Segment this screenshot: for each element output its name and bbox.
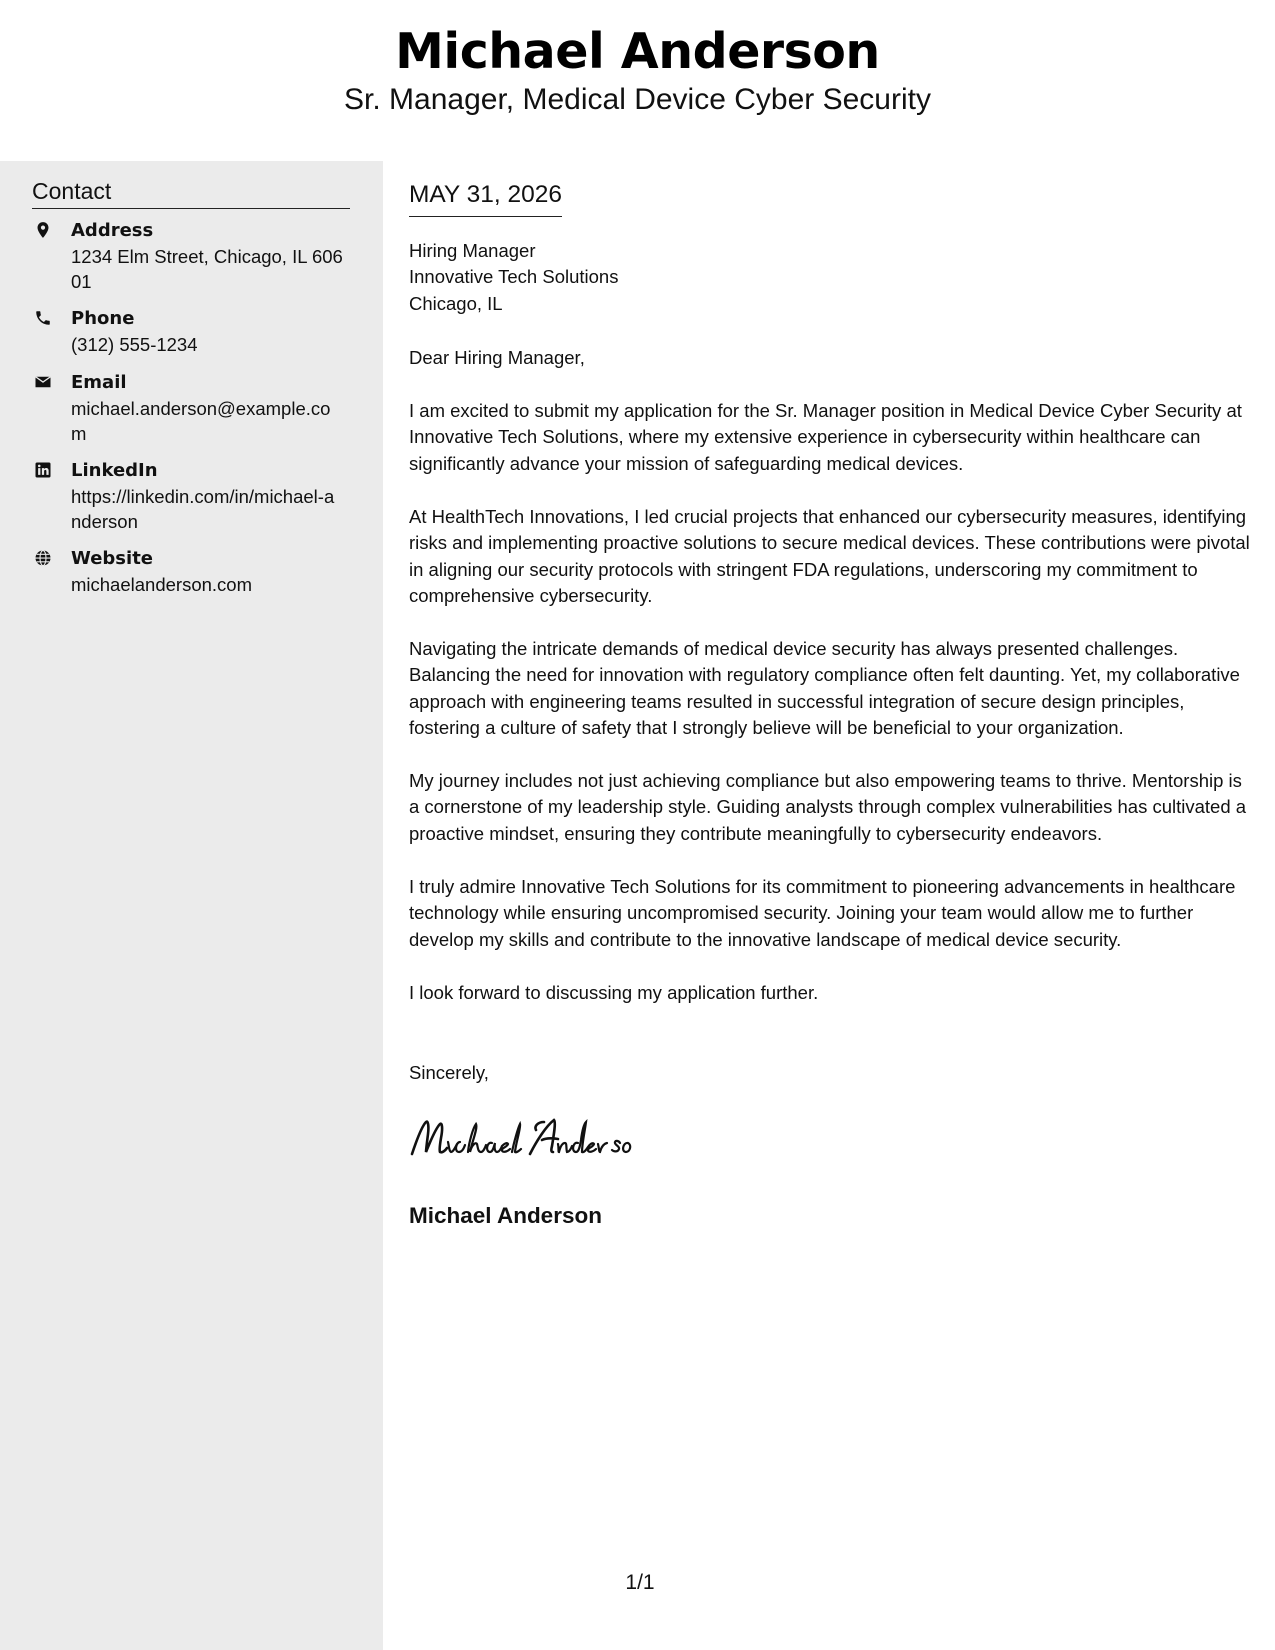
- applicant-name: Michael Anderson: [395, 23, 880, 80]
- contact-value-website: michaelanderson.com: [71, 574, 252, 595]
- letter-paragraph-3: Navigating the intricate demands of medical device security has always presented challenges. Balancing the need for innovation with regulatory compliance often felt daunting. Yet, my collaborative approach with engineering teams resulted in successful integration of secure design principles, fostering a culture of safety that I strongly believe will be beneficial to your organization.: [409, 638, 1240, 739]
- applicant-title: Sr. Manager, Medical Device Cyber Security: [344, 83, 931, 116]
- phone-icon: [34, 309, 52, 327]
- contact-label-linkedin: LinkedIn: [71, 460, 158, 481]
- envelope-icon: [34, 373, 52, 391]
- letter-closing: Sincerely,: [409, 1062, 489, 1083]
- recipient-block: [409, 238, 1254, 317]
- handwritten-signature: [408, 1112, 668, 1162]
- letter-paragraph-1: I am excited to submit my application for the Sr. Manager position in Medical Device Cyber Security at Innovative Tech Solutions, where my extensive experience in cybersecurity within healthcare can significantly advance your mission of safeguarding medical devices.: [409, 400, 1242, 474]
- recipient-name: Hiring Manager: [409, 240, 536, 261]
- contact-label-phone: Phone: [71, 308, 135, 329]
- letter-paragraph-6: I look forward to discussing my application further.: [409, 982, 819, 1003]
- contact-sidebar: [0, 161, 383, 1650]
- letter-paragraph-5: I truly admire Innovative Tech Solutions for its commitment to pioneering advancements in healthcare technology while ensuring uncompromised security. Joining your team would allow me to further develop my skills and contribute to the innovative landscape of medical device security.: [409, 876, 1236, 950]
- signed-name: Michael Anderson: [409, 1203, 602, 1228]
- contact-value-phone: (312) 555-1234: [71, 334, 198, 355]
- letter-header: [0, 0, 1275, 160]
- globe-icon: [34, 549, 52, 567]
- recipient-company: Innovative Tech Solutions: [409, 266, 619, 288]
- contact-label-website: Website: [71, 548, 154, 569]
- map-pin-icon: [34, 221, 52, 239]
- letter-paragraph-2: At HealthTech Innovations, I led crucial projects that enhanced our cybersecurity measures, identifying risks and implementing proactive solutions to secure medical devices. These contributions were pivotal in aligning our security protocols with stringent FDA regulations, underscoring my commitment to comprehensive cybersecurity.: [409, 506, 1250, 607]
- letter-date: MAY 31, 2026: [409, 178, 562, 217]
- contact-value-address: 1234 Elm Street, Chicago, IL 60601: [71, 246, 343, 292]
- contact-value-email: michael.anderson@example.com: [71, 398, 331, 444]
- page-number: 1/1: [625, 1571, 655, 1594]
- linkedin-icon: [34, 461, 52, 479]
- letter-paragraph-4: My journey includes not just achieving compliance but also empowering teams to thrive. Mentorship is a cornerstone of my leadership style. Guiding analysts through complex vulnerabilities has cultivated a proactive mindset, ensuring they contribute meaningfully to cybersecurity endeavors.: [409, 770, 1247, 844]
- contact-label-email: Email: [71, 372, 127, 393]
- contact-label-address: Address: [71, 220, 154, 241]
- contact-value-linkedin: https://linkedin.com/in/michael-anderson: [71, 486, 335, 532]
- contact-heading: Contact: [32, 176, 350, 209]
- recipient-location: Chicago, IL: [409, 292, 503, 314]
- letter-greeting: Dear Hiring Manager,: [409, 347, 585, 368]
